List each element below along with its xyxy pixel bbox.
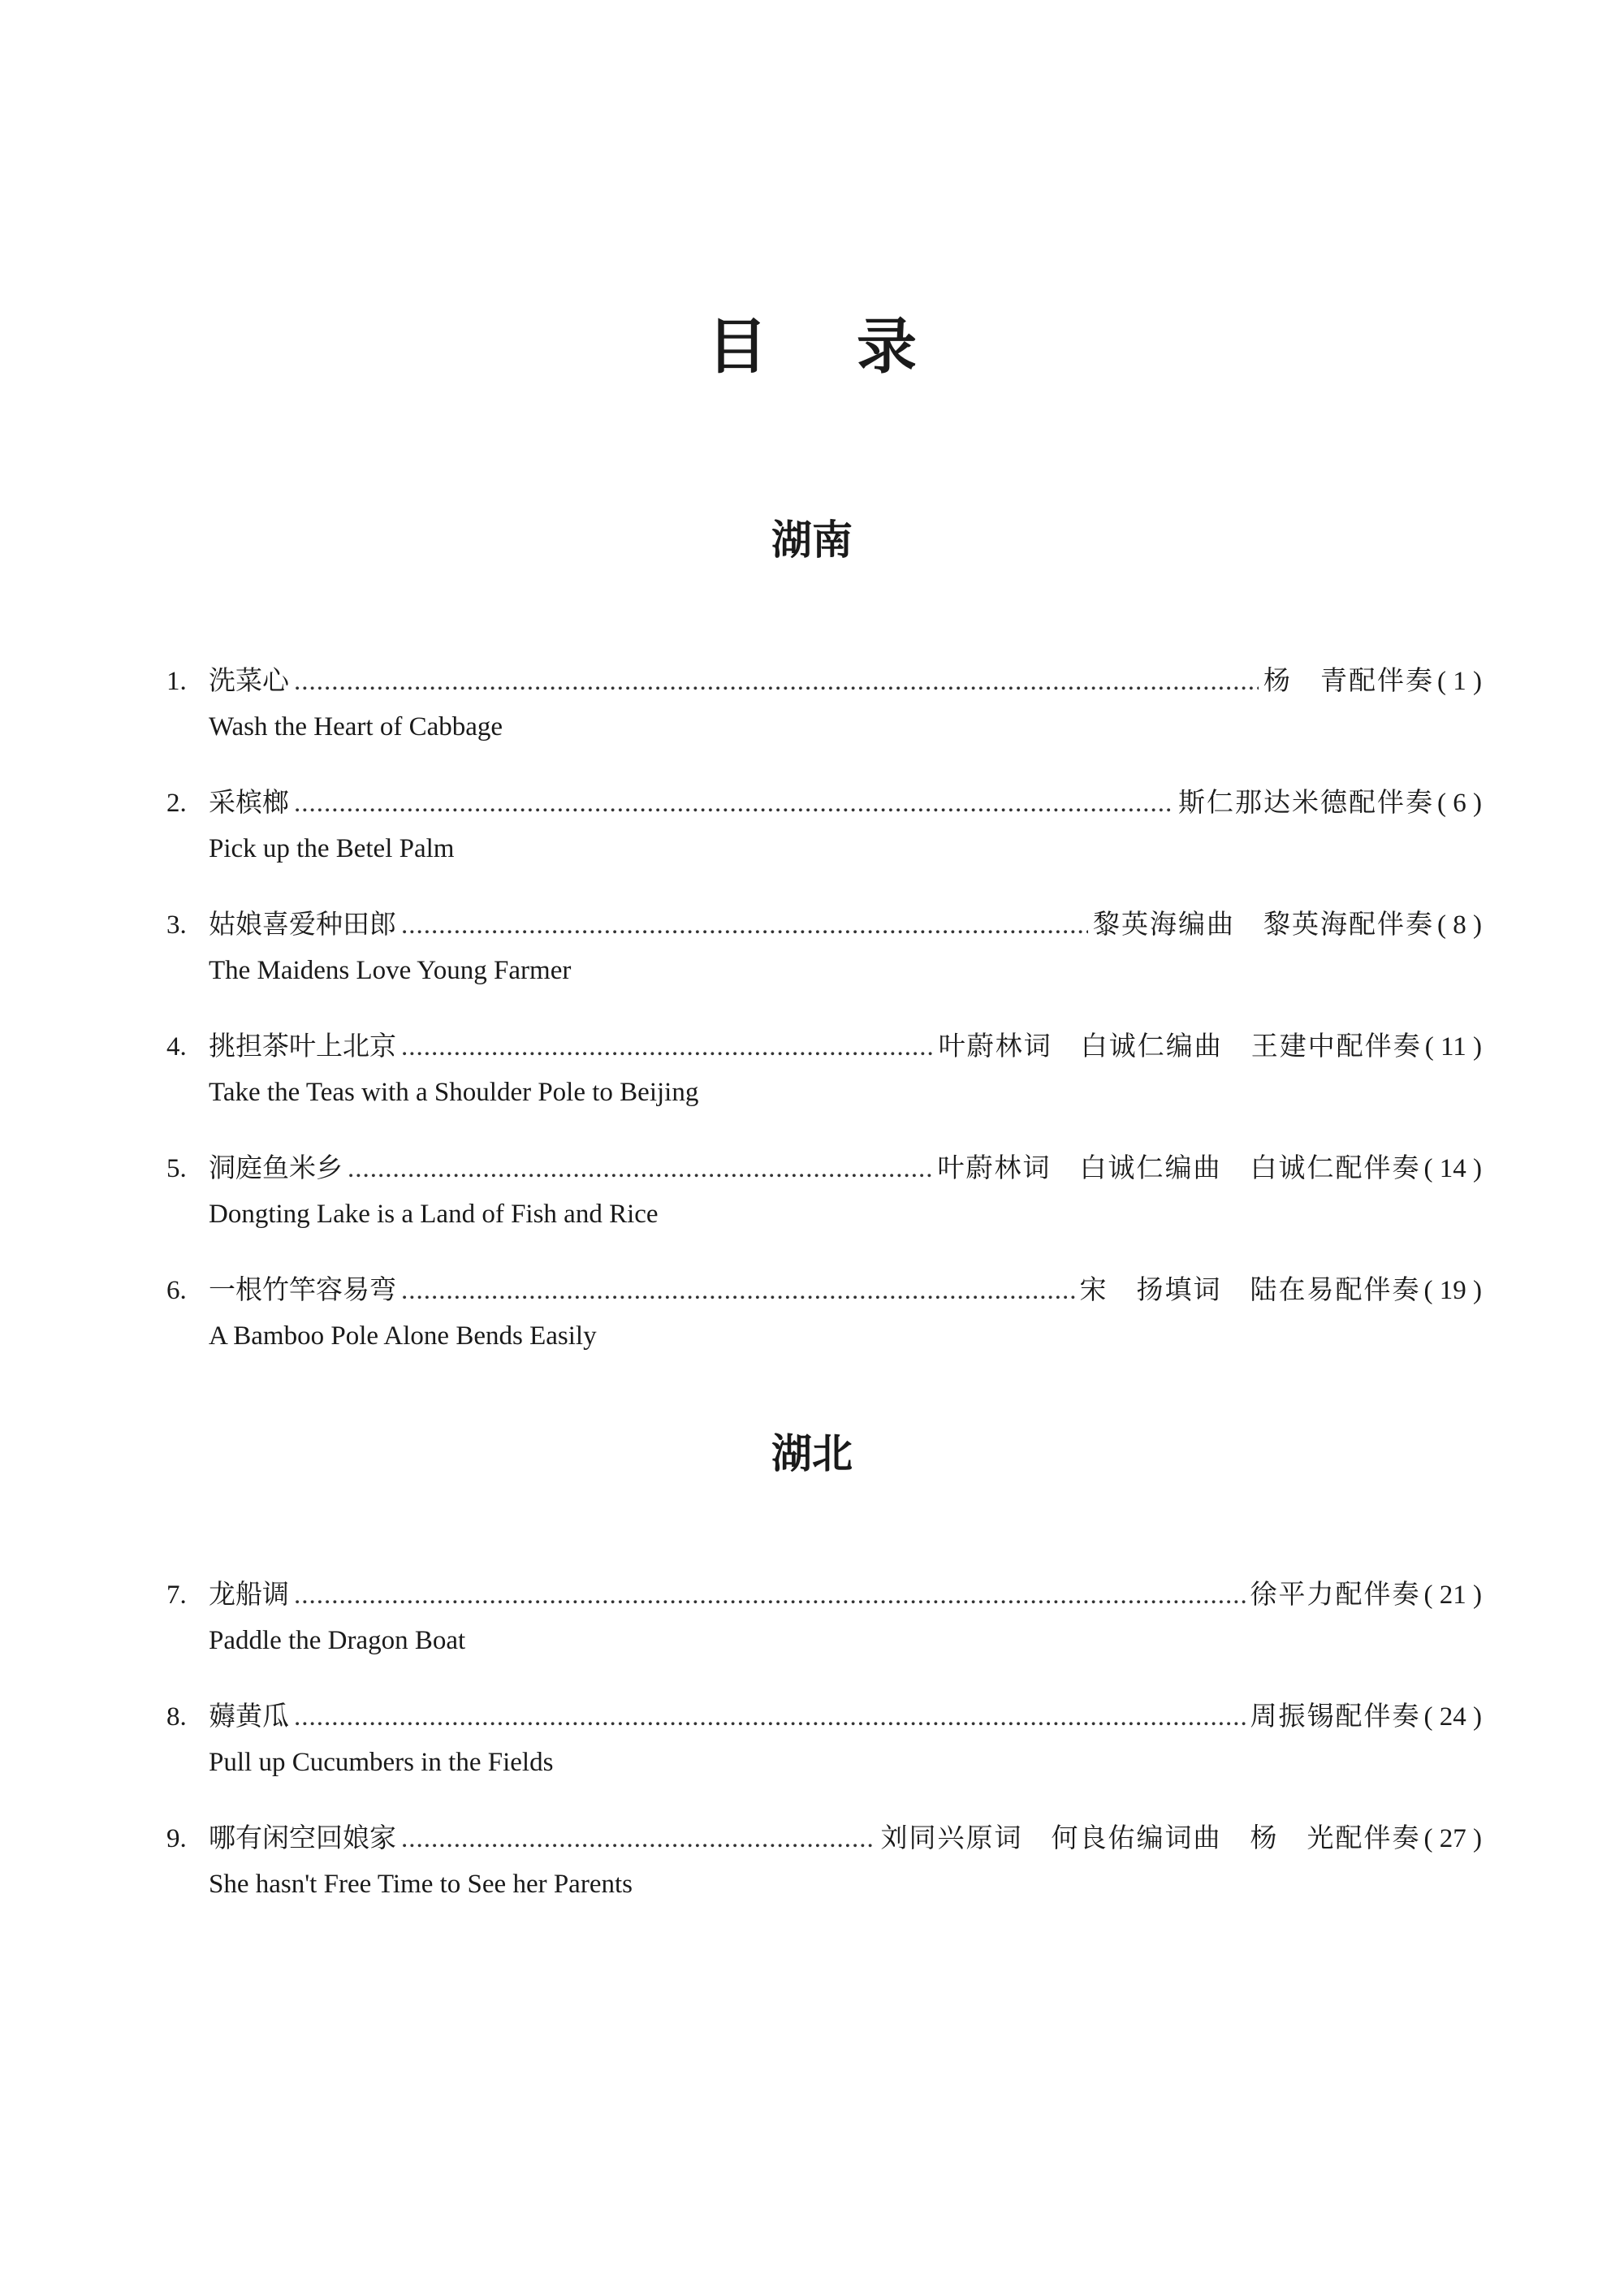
- toc-entry-line: [166, 1576, 1482, 1613]
- dot-leader: [401, 907, 1088, 943]
- entry-title: 挑担茶叶上北京: [209, 1030, 396, 1062]
- dot-leader: [294, 785, 1173, 821]
- entry-english-title: Paddle the Dragon Boat: [209, 1626, 466, 1655]
- toc-entry-line: [166, 1820, 1482, 1857]
- section-heading-hunan: 湖南: [771, 517, 853, 564]
- dot-leader: [401, 1821, 876, 1857]
- entry-english-title: She hasn't Free Time to See her Parents: [209, 1870, 633, 1899]
- section-heading-hubei: 湖北: [771, 1430, 853, 1477]
- entry-english-title: Take the Teas with a Shoulder Pole to Beijing: [209, 1078, 699, 1107]
- dot-leader: [401, 1273, 1075, 1308]
- entry-number: 4.: [166, 1032, 187, 1062]
- entry-credits: 黎英海编曲 黎英海配伴奏: [1093, 908, 1435, 940]
- entry-credits: 宋 扬填词 陆在易配伴奏: [1079, 1273, 1421, 1305]
- dot-leader: [348, 1151, 933, 1187]
- page-title-char: 录: [857, 312, 917, 382]
- entry-credits: 周振锡配伴奏: [1250, 1700, 1421, 1732]
- entry-page-number: ( 1 ): [1437, 667, 1482, 696]
- page-title-char: 目: [707, 312, 767, 382]
- dot-leader: [401, 1029, 934, 1065]
- entry-page-number: ( 21 ): [1423, 1580, 1482, 1610]
- entry-page-number: ( 6 ): [1437, 789, 1482, 818]
- entry-credits: 斯仁那达米德配伴奏: [1178, 786, 1435, 818]
- entry-title: 哪有闲空回娘家: [209, 1822, 396, 1853]
- entry-number: 6.: [166, 1276, 187, 1305]
- entry-english-title: Pull up Cucumbers in the Fields: [209, 1748, 554, 1777]
- entry-number: 1.: [166, 667, 187, 696]
- toc-entry-line: [166, 906, 1482, 943]
- entry-title: 姑娘喜爱种田郎: [209, 908, 396, 940]
- dot-leader: [294, 1577, 1246, 1613]
- entry-page-number: ( 14 ): [1423, 1154, 1482, 1183]
- toc-entry-line: [166, 663, 1482, 699]
- entry-credits: 徐平力配伴奏: [1250, 1578, 1421, 1610]
- toc-entry-line: [166, 1028, 1482, 1065]
- entry-page-number: ( 19 ): [1423, 1276, 1482, 1305]
- entry-title: 龙船调: [209, 1578, 289, 1610]
- dot-leader: [294, 664, 1259, 699]
- toc-entry-line: [166, 1150, 1482, 1187]
- entry-title: 洞庭鱼米乡: [209, 1152, 343, 1183]
- toc-entry-line: [166, 785, 1482, 821]
- entry-number: 3.: [166, 910, 187, 940]
- entry-page-number: ( 27 ): [1423, 1824, 1482, 1853]
- entry-title: 一根竹竿容易弯: [209, 1273, 396, 1305]
- toc-entry[interactable]: [166, 785, 1482, 867]
- dot-leader: [294, 1699, 1246, 1735]
- entry-number: 5.: [166, 1154, 187, 1183]
- entry-credits: 叶蔚林词 白诚仁编曲 王建中配伴奏: [938, 1030, 1422, 1062]
- toc-entry[interactable]: [166, 1576, 1482, 1658]
- entry-credits: 叶蔚林词 白诚仁编曲 白诚仁配伴奏: [937, 1152, 1421, 1183]
- entry-number: 7.: [166, 1580, 187, 1610]
- entry-title: 洗菜心: [209, 664, 289, 696]
- entry-title: 薅黄瓜: [209, 1700, 289, 1732]
- toc-entry[interactable]: [166, 906, 1482, 988]
- entry-english-title: Pick up the Betel Palm: [209, 834, 455, 863]
- toc-entry[interactable]: [166, 663, 1482, 745]
- entry-english-title: The Maidens Love Young Farmer: [209, 956, 572, 985]
- entry-number: 8.: [166, 1702, 187, 1732]
- entry-credits: 杨 青配伴奏: [1263, 664, 1435, 696]
- entry-title: 采槟榔: [209, 786, 289, 818]
- toc-entry[interactable]: [166, 1820, 1482, 1902]
- toc-entry[interactable]: [166, 1698, 1482, 1780]
- entry-page-number: ( 11 ): [1424, 1032, 1482, 1062]
- toc-entry[interactable]: [166, 1272, 1482, 1354]
- entry-page-number: ( 8 ): [1437, 910, 1482, 940]
- entry-credits: 刘同兴原词 何良佑编词曲 杨 光配伴奏: [880, 1822, 1421, 1853]
- entry-english-title: Dongting Lake is a Land of Fish and Rice: [209, 1200, 659, 1229]
- entry-english-title: Wash the Heart of Cabbage: [209, 712, 503, 742]
- toc-entry[interactable]: [166, 1150, 1482, 1232]
- entry-page-number: ( 24 ): [1423, 1702, 1482, 1732]
- page-title: [0, 312, 1624, 382]
- toc-entry-line: [166, 1698, 1482, 1735]
- entry-number: 2.: [166, 789, 187, 818]
- toc-entry-line: [166, 1272, 1482, 1308]
- entry-english-title: A Bamboo Pole Alone Bends Easily: [209, 1321, 597, 1351]
- toc-entry[interactable]: [166, 1028, 1482, 1110]
- entry-number: 9.: [166, 1824, 187, 1853]
